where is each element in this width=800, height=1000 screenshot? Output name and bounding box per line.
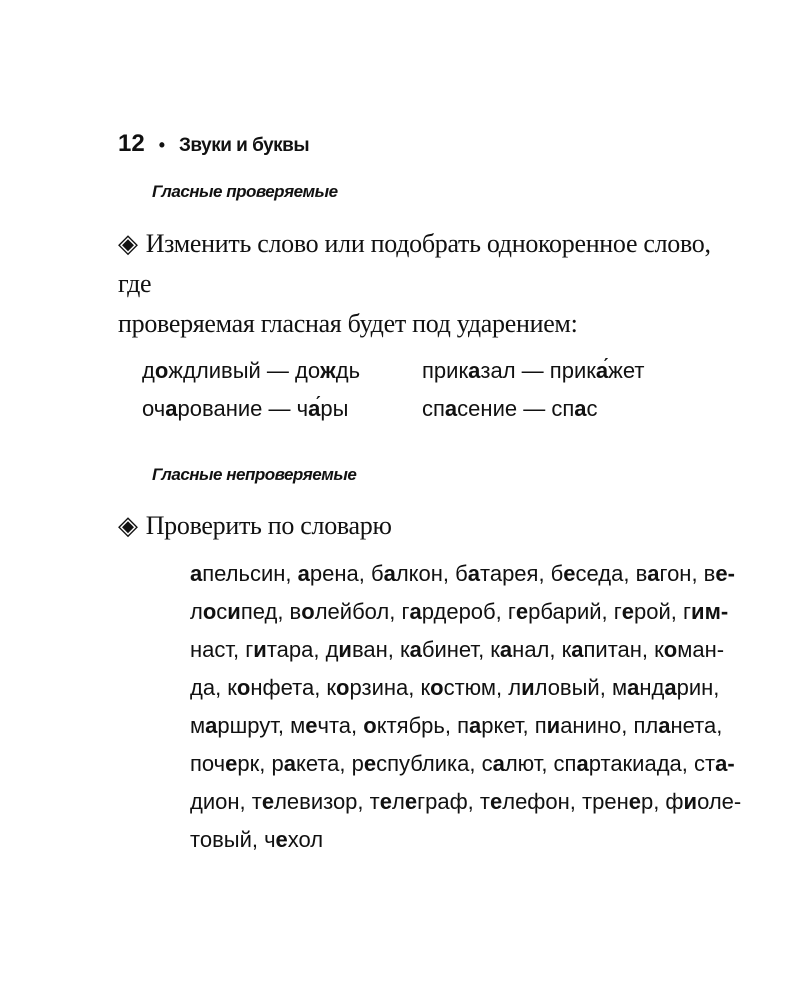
rule-paragraph-unchecked	[118, 506, 718, 546]
word-list-line: апельсин, арена, балкон, батарея, беседа, вагон, ве-	[190, 561, 735, 586]
rule-text-dictionary: Проверить по словарю	[145, 511, 392, 540]
word-list-line: дион, телевизор, телеграф, телефон, тренер, фиоле-	[190, 789, 742, 814]
rule-paragraph-checked	[118, 224, 718, 344]
diamond-bullet-icon: ◈	[118, 511, 138, 540]
chapter-title: Звуки и буквы	[179, 135, 310, 156]
example-row	[142, 390, 702, 428]
word-list-line: товый, чехол	[190, 827, 324, 852]
word-list-line: почерк, ракета, республика, салют, спартакиада, ста-	[190, 751, 735, 776]
word-list-line: наст, гитара, диван, кабинет, канал, капитан, коман-	[190, 637, 725, 662]
section-heading-unchecked-vowels: Гласные непроверяемые	[152, 465, 357, 484]
diamond-bullet-icon: ◈	[118, 229, 138, 258]
rule-line-2: проверяемая гласная будет под ударением:	[118, 309, 578, 338]
word-list-line: лосипед, волейбол, гардероб, гербарий, герой, гим-	[190, 599, 729, 624]
word-list-line: маршрут, мечта, октябрь, паркет, пианино, планета,	[190, 713, 723, 738]
header-separator: •	[158, 135, 166, 155]
example-row	[142, 352, 702, 390]
section-heading-checked-vowels: Гласные проверяемые	[152, 182, 338, 201]
example-pair: спасение — спас	[422, 396, 598, 421]
page-header	[118, 130, 309, 158]
dictionary-word-list	[190, 555, 742, 859]
example-pair: очарование — чары	[142, 396, 349, 421]
examples-table	[142, 352, 702, 428]
example-pair: дождливый — дождь	[142, 358, 361, 383]
page-number: 12	[118, 130, 145, 157]
example-pair: приказал — прикажет	[422, 358, 645, 383]
rule-text-line-1: Изменить слово или подобрать однокоренное слово, где	[118, 229, 711, 298]
word-list-line: да, конфета, корзина, костюм, лиловый, мандарин,	[190, 675, 720, 700]
rule-line-1	[118, 224, 718, 304]
